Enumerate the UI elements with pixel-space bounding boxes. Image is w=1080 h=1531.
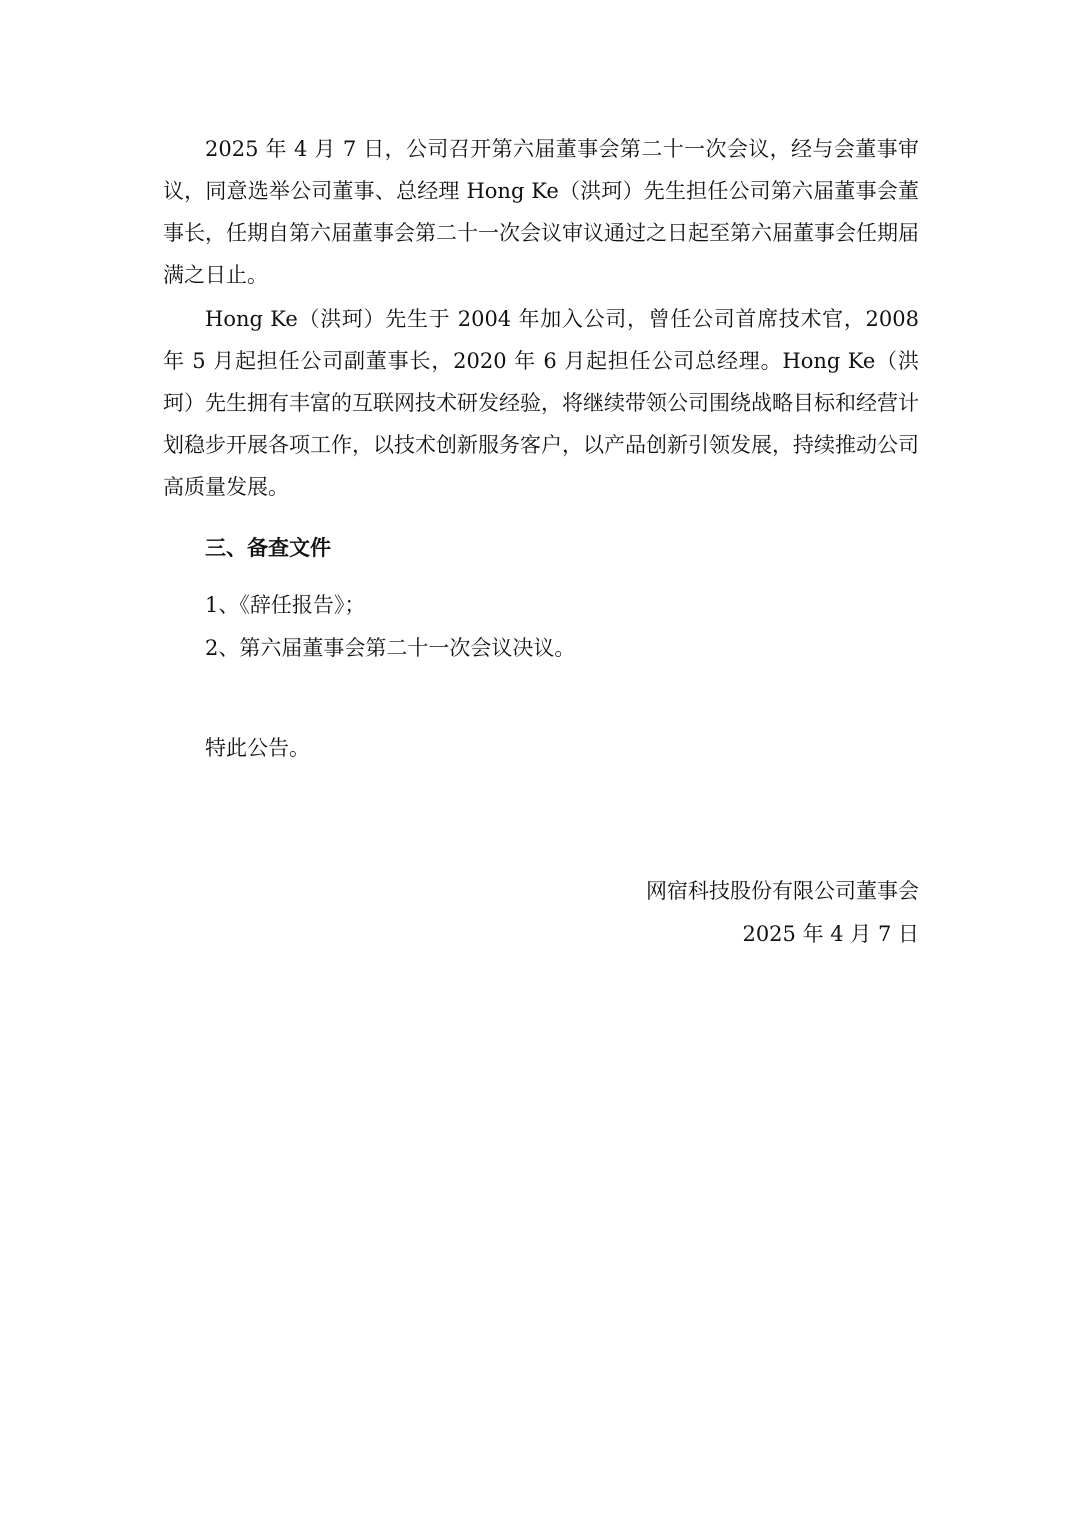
closing-notice: 特此公告。 [205,736,310,760]
section-heading-reference-documents: 三、备查文件 [205,536,331,560]
signature-company: 网宿科技股份有限公司董事会 [646,879,919,903]
reference-item-board-resolution: 2、第六届董事会第二十一次会议决议。 [205,636,576,660]
paragraph-chairman-background: Hong Ke（洪珂）先生于 2004 年加入公司，曾任公司首席技术官，2008 年 5 月起担任公司副董事长，2020 年 6 月起担任公司总经理。Hong Ke（洪珂）先生拥有丰富的互联网技术研发经验，将继续带领公司围绕战略目标和经营计划稳步开展各项工作，以技术创新服务客户，以产品创新引领发展，持续推动公司高质量发展。 [163,307,919,499]
paragraph-chairman-election: 2025 年 4 月 7 日，公司召开第六届董事会第二十一次会议，经与会董事审议，同意选举公司董事、总经理 Hong Ke（洪珂）先生担任公司第六届董事会董事长，任期自第六届董事会第二十一次会议审议通过之日起至第六届董事会任期届满之日止。 [163,137,919,287]
signature-date: 2025 年 4 月 7 日 [742,922,919,946]
reference-item-resignation-report: 1、《辞任报告》； [205,593,366,617]
